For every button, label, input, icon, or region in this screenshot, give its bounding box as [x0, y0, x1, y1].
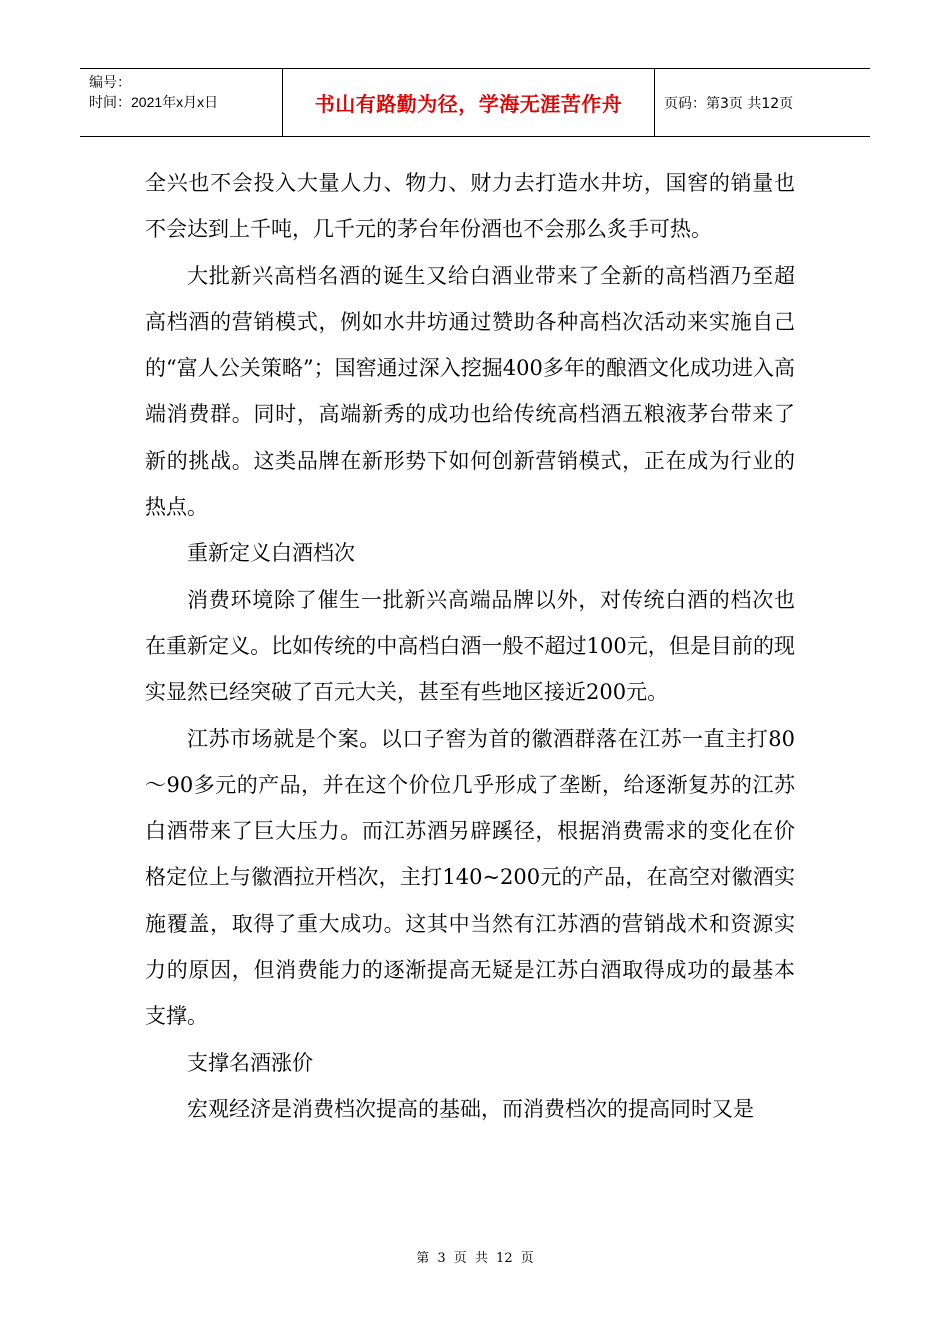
- paragraph: 宏观经济是消费档次提高的基础，而消费档次的提高同时又是: [187, 1096, 754, 1121]
- page-footer: 第 3 页 共 12 页: [416, 1251, 534, 1266]
- header-meta: [80, 69, 283, 136]
- document-time-label: 时间：2021年x月x日: [89, 94, 219, 110]
- paragraph: 大批新兴高档名酒的诞生又给白酒业带来了全新的高档酒乃至超高档酒的营销模式，例如水井坊通过赞助各种高档次活动来实施自己的“富人公关策略”；国窖通过深入挖掘400多年的酿酒文化成功进入高端消费群。同时，高端新秀的成功也给传统高档酒五粮液茅台带来了新的挑战。这类品牌在新形势下如何创新营销模式，正在成为行业的热点。: [145, 263, 795, 520]
- paragraph: 江苏市场就是个案。以口子窖为首的徽酒群落在江苏一直主打80～90多元的产品，并在这个价位几乎形成了垄断，给逐渐复苏的江苏白酒带来了巨大压力。而江苏酒另辟蹊径，根据消费需求的变化在价格定位上与徽酒拉开档次，主打140~200元的产品，在高空对徽酒实施覆盖，取得了重大成功。这其中当然有江苏酒的营销战术和资源实力的原因，但消费能力的逐渐提高无疑是江苏白酒取得成功的最基本支撑。: [145, 726, 795, 1029]
- paragraph-continuation: 全兴也不会投入大量人力、物力、财力去打造水井坊，国窖的销量也不会达到上千吨，几千元的茅台年份酒也不会那么炙手可热。: [145, 171, 795, 242]
- page-header: [80, 68, 870, 137]
- section-heading: 支撑名酒涨价: [187, 1050, 313, 1075]
- header-page-code: 页码：第3页 共12页: [664, 95, 794, 112]
- document-body: [145, 160, 795, 1132]
- paragraph: 消费环境除了催生一批新兴高端品牌以外，对传统白酒的档次也在重新定义。比如传统的中高档白酒一般不超过100元，但是目前的现实显然已经突破了百元大关，甚至有些地区接近200元。: [145, 587, 795, 705]
- section-heading: 重新定义白酒档次: [187, 541, 355, 566]
- header-motto: 书山有路勤为径，学海无涯苦作舟: [283, 69, 655, 136]
- document-number-label: 编号：: [89, 74, 131, 90]
